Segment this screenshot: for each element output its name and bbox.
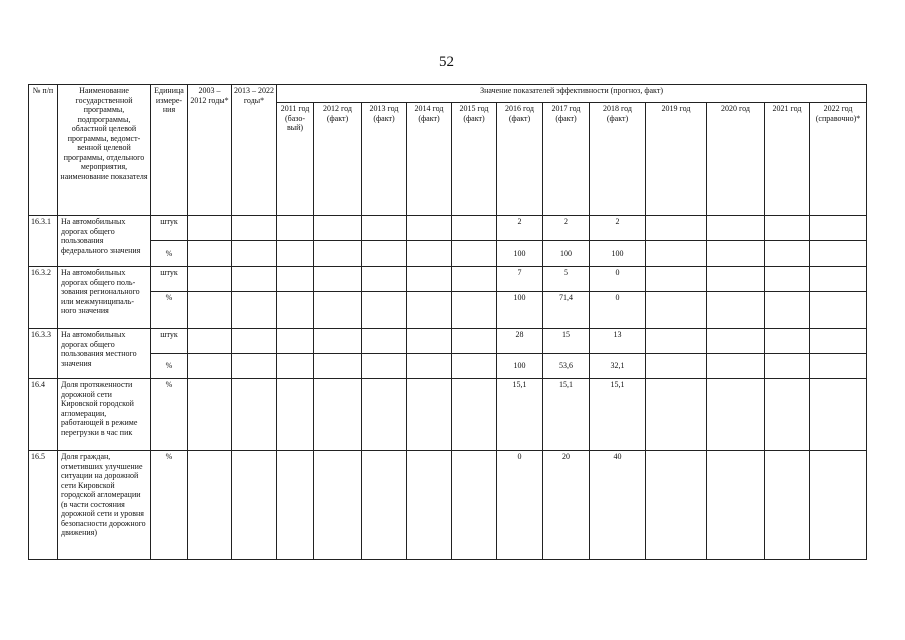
row-name: Доля протяженности дорожной сети Кировской городской агломерации, работающей в режиме перегрузки в час пик <box>58 379 151 451</box>
table-row <box>29 241 867 267</box>
indicators-table <box>28 84 867 560</box>
value-2016: 100 <box>497 292 543 329</box>
value-2017: 5 <box>543 267 590 292</box>
row-unit: % <box>151 354 188 379</box>
value-2017: 2 <box>543 216 590 241</box>
header-period-2003-2012: 2003 – 2012 годы* <box>188 85 232 216</box>
row-num: 16.4 <box>29 379 58 451</box>
header-year-2022: 2022 год (справочно)* <box>810 103 867 216</box>
header-num: № п/п <box>29 85 58 216</box>
table-row <box>29 329 867 354</box>
header-year-2020: 2020 год <box>707 103 765 216</box>
row-num: 16.3.2 <box>29 267 58 329</box>
row-unit: штук <box>151 329 188 354</box>
row-name: На автомобильных дорогах общего пользования местного значения <box>58 329 151 379</box>
header-year-2016: 2016 год (факт) <box>497 103 543 216</box>
row-name: На автомобильных дорогах общего пользования федерального значения <box>58 216 151 267</box>
row-unit: % <box>151 379 188 451</box>
value-2018: 40 <box>590 451 646 560</box>
value-2017: 15,1 <box>543 379 590 451</box>
value-2017: 20 <box>543 451 590 560</box>
page-number: 52 <box>439 54 454 70</box>
header-year-2014: 2014 год (факт) <box>407 103 452 216</box>
value-2016: 7 <box>497 267 543 292</box>
table-row <box>29 451 867 560</box>
row-unit: штук <box>151 267 188 292</box>
header-period-2013-2022: 2013 – 2022 годы* <box>232 85 277 216</box>
table-row <box>29 379 867 451</box>
value-2016: 2 <box>497 216 543 241</box>
header-year-2012: 2012 год (факт) <box>314 103 362 216</box>
header-year-2013: 2013 год (факт) <box>362 103 407 216</box>
value-2018: 32,1 <box>590 354 646 379</box>
row-unit: штук <box>151 216 188 241</box>
row-num: 16.3.1 <box>29 216 58 267</box>
header-name: Наименование государственной программы, подпрограммы, областной целевой программы, ведомст-венной целевой программы, отдельного мероприятия, наименование показателя <box>58 85 151 216</box>
header-year-2015: 2015 год (факт) <box>452 103 497 216</box>
value-2018: 15,1 <box>590 379 646 451</box>
header-values-group: Значение показателей эффективности (прогноз, факт) <box>277 85 867 103</box>
header-unit: Единица измере-ния <box>151 85 188 216</box>
value-2018: 13 <box>590 329 646 354</box>
value-2018: 100 <box>590 241 646 267</box>
row-num: 16.5 <box>29 451 58 560</box>
value-2016: 15,1 <box>497 379 543 451</box>
row-unit: % <box>151 241 188 267</box>
row-num: 16.3.3 <box>29 329 58 379</box>
row-name: Доля граждан, отметивших улучшение ситуации на дорожной сети Кировской городской агломерации (в части состояния дорожной сети и уровня безопасности дорожного движения) <box>58 451 151 560</box>
value-2018: 0 <box>590 292 646 329</box>
value-2017: 53,6 <box>543 354 590 379</box>
header-year-2019: 2019 год <box>646 103 707 216</box>
table-row <box>29 292 867 329</box>
table-row <box>29 267 867 292</box>
value-2016: 100 <box>497 354 543 379</box>
value-2018: 2 <box>590 216 646 241</box>
header-year-2011: 2011 год (базо-вый) <box>277 103 314 216</box>
row-unit: % <box>151 451 188 560</box>
header-year-2017: 2017 год (факт) <box>543 103 590 216</box>
value-2016: 0 <box>497 451 543 560</box>
table-row <box>29 216 867 241</box>
value-2016: 28 <box>497 329 543 354</box>
header-year-2018: 2018 год (факт) <box>590 103 646 216</box>
value-2017: 15 <box>543 329 590 354</box>
value-2017: 71,4 <box>543 292 590 329</box>
header-year-2021: 2021 год <box>765 103 810 216</box>
value-2016: 100 <box>497 241 543 267</box>
value-2017: 100 <box>543 241 590 267</box>
value-2018: 0 <box>590 267 646 292</box>
row-unit: % <box>151 292 188 329</box>
table-row <box>29 354 867 379</box>
row-name: На автомобильных дорогах общего поль-зования регионального или межмуниципаль-ного значения <box>58 267 151 329</box>
